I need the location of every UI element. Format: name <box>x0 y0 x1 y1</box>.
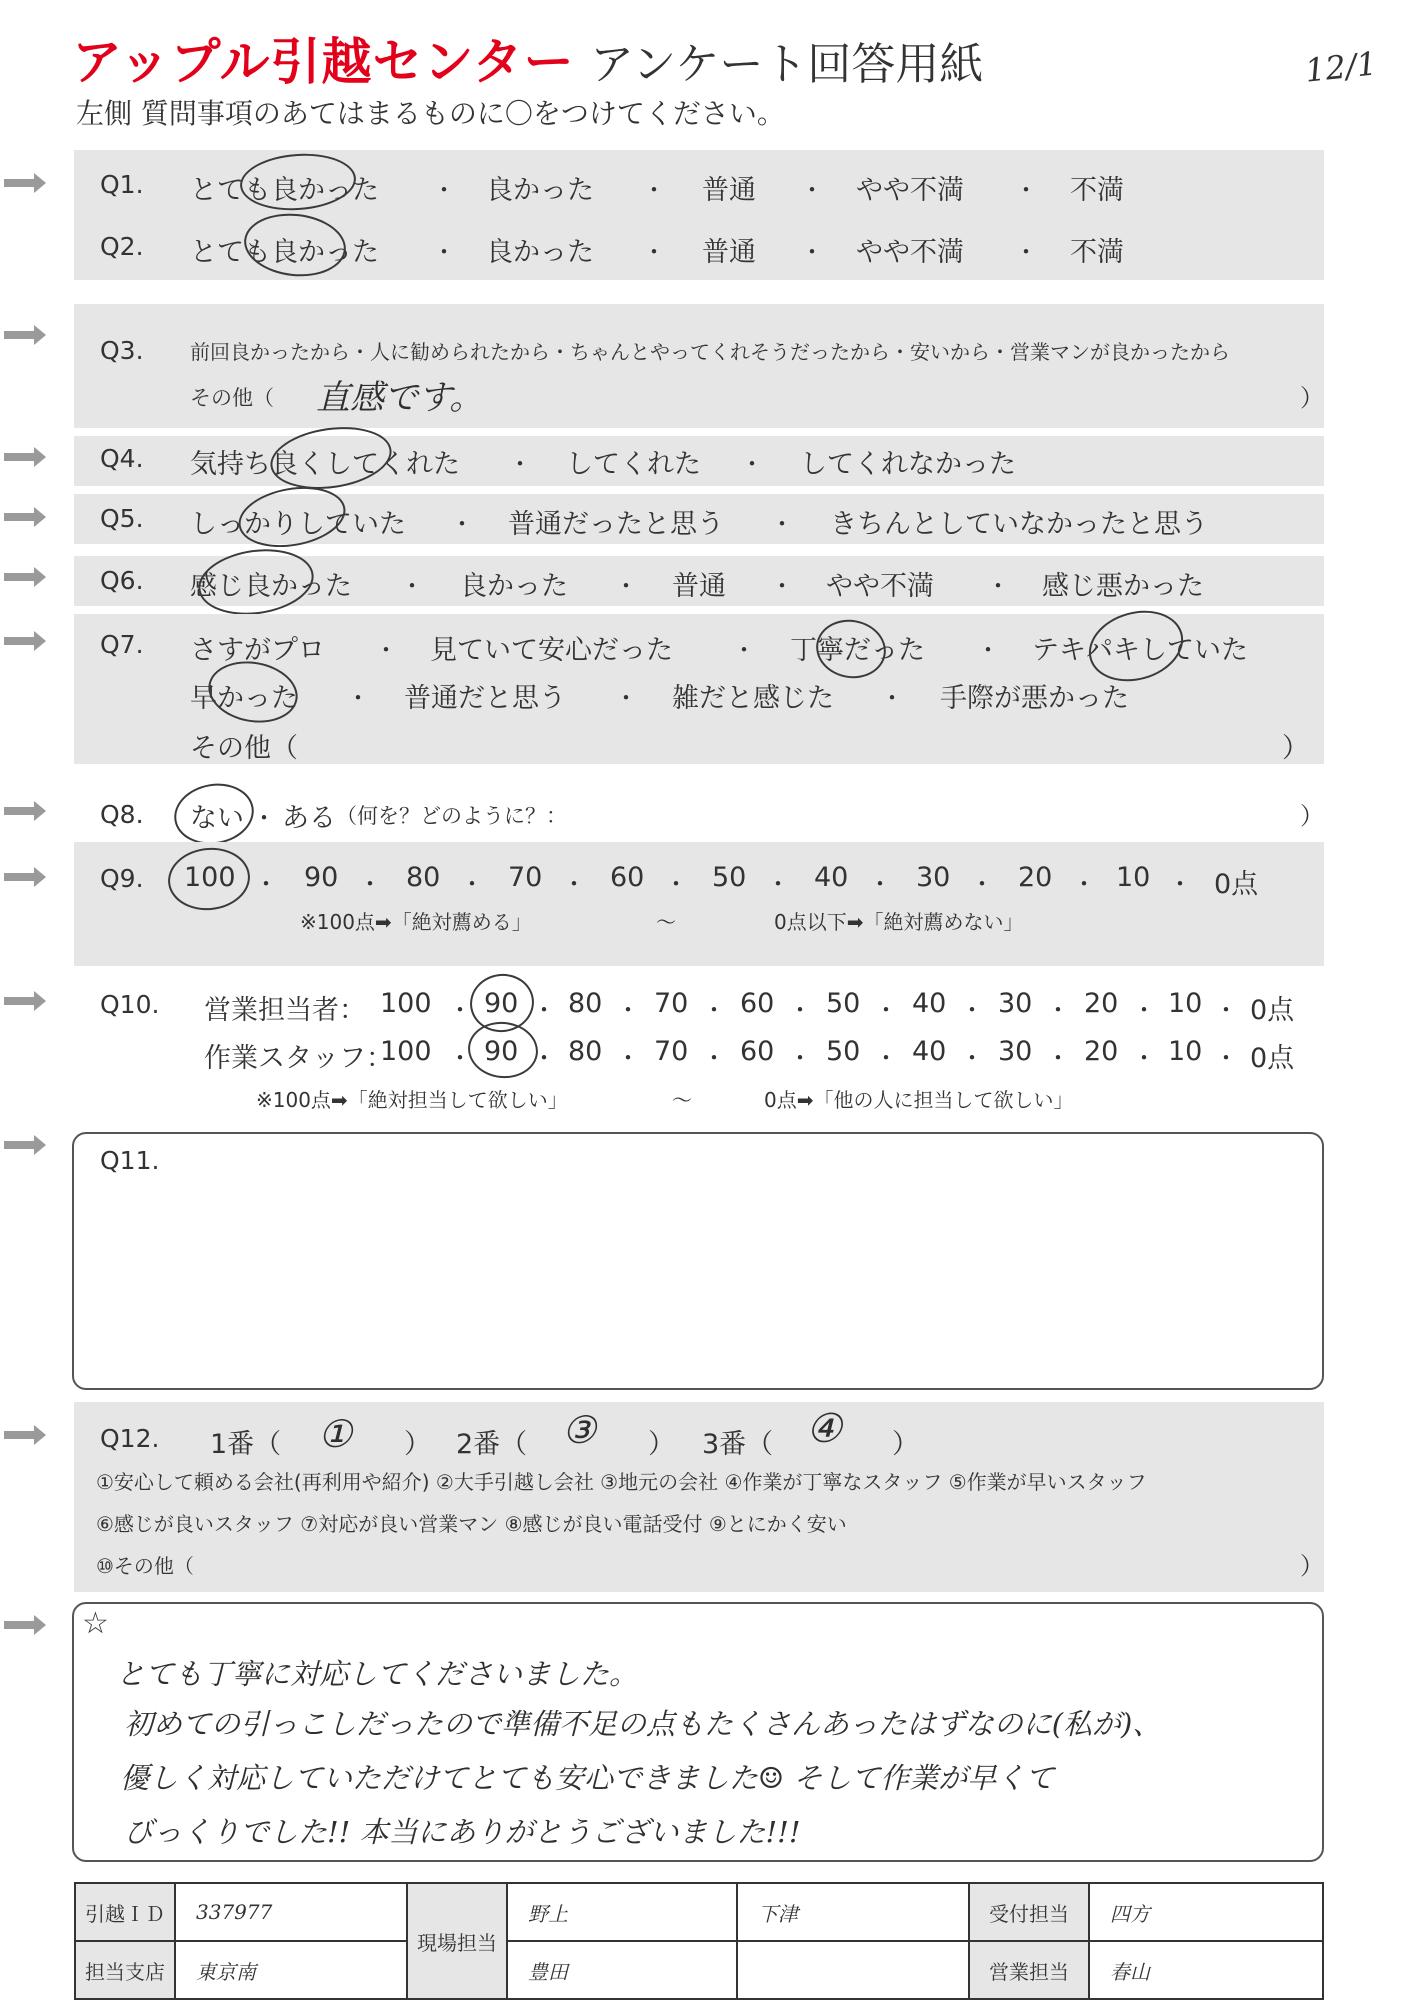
q10-staff-score[interactable]: 20 <box>1084 1036 1119 1067</box>
q12-choices-line2: ⑥感じが良いスタッフ ⑦対応が良い営業マン ⑧感じが良い電話受付 ⑨とにかく安い <box>96 1512 847 1536</box>
q5-option[interactable]: しっかりしていた <box>190 509 406 540</box>
q2-option[interactable]: 良かった <box>486 237 594 268</box>
handwritten-date: 12/1 <box>1303 44 1379 90</box>
q2-option[interactable]: とても良かった <box>190 237 379 268</box>
margin-arrow-icon <box>4 324 46 346</box>
q7-option[interactable]: テキパキしていた <box>1032 635 1248 666</box>
q10-sales-score[interactable]: 90 <box>484 988 519 1019</box>
site-staff-name: 豊田 <box>507 1941 737 1999</box>
q12-choices-line1: ①安心して頼める会社(再利用や紹介) ②大手引越し会社 ③地元の会社 ④作業が丁寧なスタッフ ⑤作業が早いスタッフ <box>96 1470 1147 1494</box>
q10-sales-score[interactable]: 30 <box>998 988 1033 1019</box>
q6-option[interactable]: 良かった <box>460 571 568 602</box>
q9-score[interactable]: 50 <box>712 862 747 893</box>
q9-score[interactable]: 10 <box>1116 862 1151 893</box>
q12-choices-line3: ⑩その他（ <box>96 1554 194 1578</box>
reception-value: 四方 <box>1089 1883 1323 1941</box>
q10-staff-score[interactable]: 80 <box>568 1036 603 1067</box>
margin-arrow-icon <box>4 1134 46 1156</box>
q10-sales-score[interactable]: 0点 <box>1250 995 1295 1026</box>
q3-other-label: その他（ <box>190 386 274 410</box>
q2-option[interactable]: 不満 <box>1070 237 1124 268</box>
q7-label: Q7. <box>100 630 144 659</box>
q12-first-label: 1番（ <box>210 1429 282 1460</box>
q9-score[interactable]: 40 <box>814 862 849 893</box>
q10-staff-score[interactable]: 0点 <box>1250 1043 1295 1074</box>
q6-option[interactable]: 感じ良かった <box>190 571 352 602</box>
q5-label: Q5. <box>100 504 144 533</box>
reception-label: 受付担当 <box>969 1883 1089 1941</box>
q10-staff-score[interactable]: 60 <box>740 1036 775 1067</box>
q8-option-none[interactable]: ない <box>190 803 244 834</box>
q10-staff-score[interactable]: 90 <box>484 1036 519 1067</box>
q7-option[interactable]: 手際が悪かった <box>940 683 1129 714</box>
q9-band <box>74 842 1324 966</box>
q3-options[interactable]: 前回良かったから・人に勧められたから・ちゃんとやってくれそうだったから・安いから・営業マンが良かったから <box>190 340 1230 364</box>
q12-third-answer: ④ <box>806 1406 842 1452</box>
margin-arrow-icon <box>4 990 46 1012</box>
q1-option[interactable]: とても良かった <box>190 175 379 206</box>
q9-note-left: ※100点➡「絶対薦める」 <box>300 910 532 934</box>
q4-option[interactable]: してくれなかった <box>800 449 1016 480</box>
q8-detail-prompt: （何を？どのように？： <box>336 804 567 828</box>
star-icon: ☆ <box>82 1606 109 1641</box>
margin-arrow-icon <box>4 172 46 194</box>
q7-option[interactable]: 普通だと思う <box>404 683 566 714</box>
q7-other-label: その他（ <box>190 733 298 764</box>
q9-label: Q9. <box>100 864 144 893</box>
q10-sales-label: 営業担当者： <box>204 995 366 1026</box>
q7-option[interactable]: 丁寧だった <box>790 635 925 666</box>
staff-info-table <box>74 1882 1324 2000</box>
q9-score[interactable]: 100 <box>184 862 236 893</box>
margin-arrow-icon <box>4 800 46 822</box>
q10-sales-score[interactable]: 40 <box>912 988 947 1019</box>
q10-note-right: 0点➡「他の人に担当して欲しい」 <box>764 1088 1074 1112</box>
q8-label: Q8. <box>100 800 144 829</box>
q9-note-mid: 〜 <box>656 910 676 934</box>
q10-sales-score[interactable]: 10 <box>1168 988 1203 1019</box>
comment-line: とても丁寧に対応してくださいました。 <box>116 1657 639 1691</box>
margin-arrow-icon <box>4 866 46 888</box>
q9-score[interactable]: 30 <box>916 862 951 893</box>
q5-option[interactable]: 普通だったと思う <box>508 509 724 540</box>
q9-score[interactable]: 70 <box>508 862 543 893</box>
q10-staff-label: 作業スタッフ： <box>204 1043 393 1074</box>
q9-score[interactable]: 90 <box>304 862 339 893</box>
q7-option[interactable]: 早かった <box>190 683 298 714</box>
q10-label: Q10. <box>100 990 160 1019</box>
q7-option[interactable]: さすがプロ <box>190 635 325 666</box>
q12-second-answer: ③ <box>562 1408 597 1452</box>
margin-arrow-icon <box>4 1614 46 1636</box>
company-name: アップル引越センター <box>72 33 575 91</box>
q12-first-answer: ① <box>318 1412 353 1456</box>
q8-option-some[interactable]: ある <box>282 803 336 834</box>
move-id-label: 引越ＩＤ <box>75 1883 175 1941</box>
margin-arrow-icon <box>4 630 46 652</box>
q9-score[interactable]: 20 <box>1018 862 1053 893</box>
q7-option[interactable]: 雑だと感じた <box>672 683 834 714</box>
form-title: アンケート回答用紙 <box>590 39 984 90</box>
q1-label: Q1. <box>100 170 144 199</box>
q3-other-answer: 直感です。 <box>316 378 484 418</box>
q10-note-left: ※100点➡「絶対担当して欲しい」 <box>256 1088 568 1112</box>
q10-staff-score[interactable]: 100 <box>380 1036 432 1067</box>
q2-option[interactable]: やや不満 <box>856 237 964 268</box>
q3-label: Q3. <box>100 336 144 365</box>
sales-staff-value: 春山 <box>1089 1941 1323 1999</box>
q6-label: Q6. <box>100 566 144 595</box>
q10-sales-score[interactable]: 80 <box>568 988 603 1019</box>
q4-label: Q4. <box>100 444 144 473</box>
q9-score[interactable]: 60 <box>610 862 645 893</box>
q10-sales-score[interactable]: 20 <box>1084 988 1119 1019</box>
q11-answer-box[interactable] <box>72 1132 1324 1390</box>
q4-option[interactable]: 気持ち良くしてくれた <box>190 449 460 480</box>
q9-note-right: 0点以下➡「絶対薦めない」 <box>774 910 1024 934</box>
margin-arrow-icon <box>4 1424 46 1446</box>
q12-third-label: 3番（ <box>702 1429 774 1460</box>
q10-sales-score[interactable]: 60 <box>740 988 775 1019</box>
q10-staff-score[interactable]: 30 <box>998 1036 1033 1067</box>
q10-sales-score[interactable]: 50 <box>826 988 861 1019</box>
q6-option[interactable]: 普通 <box>672 571 726 602</box>
q10-staff-score[interactable]: 10 <box>1168 1036 1203 1067</box>
branch-label: 担当支店 <box>75 1941 175 1999</box>
q12-second-label: 2番（ <box>456 1429 528 1460</box>
q10-sales-score[interactable]: 100 <box>380 988 432 1019</box>
q5-option[interactable]: きちんとしていなかったと思う <box>830 509 1208 540</box>
q12-label: Q12. <box>100 1424 160 1453</box>
margin-arrow-icon <box>4 506 46 528</box>
q10-staff-score[interactable]: 40 <box>912 1036 947 1067</box>
q2-label: Q2. <box>100 232 144 261</box>
q10-note-mid: 〜 <box>672 1088 692 1112</box>
q10-staff-score[interactable]: 50 <box>826 1036 861 1067</box>
q2-option[interactable]: 普通 <box>702 237 756 268</box>
comment-line: 初めての引っこしだったので準備不足の点もたくさんあったはずなのに(私が)、 <box>124 1707 1162 1741</box>
branch-value: 東京南 <box>175 1941 407 1999</box>
site-staff-name: 野上 <box>507 1883 737 1941</box>
site-staff-label: 現場担当 <box>407 1883 507 1999</box>
site-staff-name: 下津 <box>737 1883 969 1941</box>
q1-option[interactable]: 不満 <box>1070 175 1124 206</box>
q10-sales-score[interactable]: 70 <box>654 988 689 1019</box>
q7-option[interactable]: 見ていて安心だった <box>430 635 673 666</box>
q6-option[interactable]: やや不満 <box>826 571 934 602</box>
move-id-value: 337977 <box>175 1883 407 1941</box>
q4-option[interactable]: してくれた <box>566 449 701 480</box>
comment-line: びっくりでした!! 本当にありがとうございました!!! <box>124 1815 801 1849</box>
q6-option[interactable]: 感じ悪かった <box>1042 571 1204 602</box>
margin-arrow-icon <box>4 446 46 468</box>
q11-label: Q11. <box>100 1146 160 1175</box>
q9-score[interactable]: 80 <box>406 862 441 893</box>
instructions: 左側 質問事項のあてはまるものに〇をつけてください。 <box>76 97 785 130</box>
q1-option[interactable]: 良かった <box>486 175 594 206</box>
sales-staff-label: 営業担当 <box>969 1941 1089 1999</box>
q10-staff-score[interactable]: 70 <box>654 1036 689 1067</box>
comment-line: 優しく対応していただけてとても安心できました☺ そして作業が早くて <box>120 1761 1055 1795</box>
margin-arrow-icon <box>4 566 46 588</box>
q1-option[interactable]: やや不満 <box>856 175 964 206</box>
q1-option[interactable]: 普通 <box>702 175 756 206</box>
q9-score[interactable]: 0点 <box>1214 869 1259 900</box>
